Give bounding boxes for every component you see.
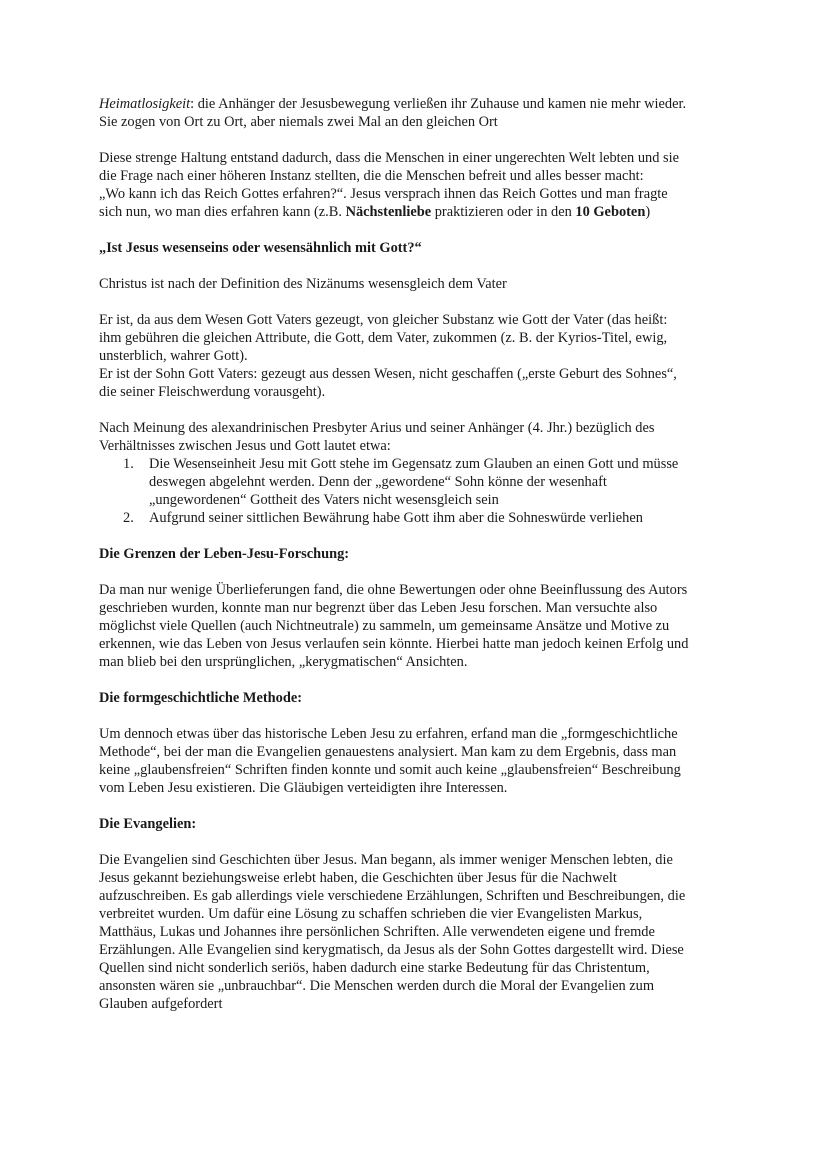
paragraph-haltung: [99, 149, 739, 221]
text-line: Quellen sind nicht sonderlich seriös, haben dadurch eine starke Bedeutung für das Christentum,: [99, 960, 650, 976]
text-line: Methode“, bei der man die Evangelien genauestens analysiert. Man kam zu dem Ergebnis, dass man: [99, 744, 677, 760]
text-line: verbreitet wurden. Um dafür eine Lösung zu schaffen schrieben die vier Evangelisten Markus,: [99, 906, 643, 922]
list-item: [99, 455, 739, 509]
text-line: die seiner Fleischwerdung vorausgeht).: [99, 384, 326, 400]
text-line: die Frage nach einer höheren Instanz stellten, die die Menschen befreit und alles besser macht:: [99, 168, 644, 184]
heading-wesenseins: „Ist Jesus wesenseins oder wesensähnlich mit Gott?“: [99, 240, 422, 256]
arius-list: [99, 455, 739, 527]
text-line: Verhältnisses zwischen Jesus und Gott lautet etwa:: [99, 438, 391, 454]
heading-evangelien: Die Evangelien:: [99, 816, 197, 832]
text-line: Heimatlosigkeit: die Anhänger der Jesusbewegung verließen ihr Zuhause und kamen nie mehr wieder.: [99, 96, 687, 112]
list-number: 2.: [123, 510, 134, 526]
italic-term: Heimatlosigkeit: [99, 96, 191, 112]
text-line: Er ist, da aus dem Wesen Gott Vaters gezeugt, von gleicher Substanz wie Gott der Vater (das heißt:: [99, 312, 668, 328]
heading-leben-jesu-forschung: Die Grenzen der Leben-Jesu-Forschung:: [99, 546, 350, 562]
text-line: aufzuschreiben. Es gab allerdings viele verschiedene Erzählungen, Schriften und Beschreibungen, die: [99, 888, 686, 904]
paragraph-methode: [99, 725, 739, 797]
text-line: „ungewordenen“ Gottheit des Vaters nicht wesensgleich sein: [149, 492, 499, 508]
text-line: keine „glaubensfreien“ Schriften finden konnte und somit auch keine „glaubensfreien“ Beschreibung: [99, 762, 681, 778]
text-line: Die Wesenseinheit Jesu mit Gott stehe im Gegensatz zum Glauben an einen Gott und müsse: [149, 456, 679, 472]
heading-formgeschichtliche-methode: Die formgeschichtliche Methode:: [99, 690, 303, 706]
text-line: Da man nur wenige Überlieferungen fand, die ohne Bewertungen oder ohne Beeinflussung des Autors: [99, 582, 688, 598]
paragraph-arius: [99, 419, 739, 455]
list-item: [99, 509, 739, 527]
text-line: Diese strenge Haltung entstand dadurch, dass die Menschen in einer ungerechten Welt lebten und sie: [99, 150, 680, 166]
text-line: möglichst viele Quellen (auch Nichtneutrale) zu sammeln, um gemeinsame Ansätze und Motive zu: [99, 618, 670, 634]
text-line: Die Evangelien sind Geschichten über Jesus. Man begann, als immer weniger Menschen lebten, die: [99, 852, 673, 868]
text-line: geschrieben wurden, konnte man nur begrenzt über das Leben Jesu forschen. Man versuchte also: [99, 600, 658, 616]
text-line: ansonsten wären sie „unbrauchbar“. Die Menschen werden durch die Moral der Evangelien zum: [99, 978, 655, 994]
text-line: deswegen abgelehnt werden. Denn der „gewordene“ Sohn könne der wesenhaft: [149, 474, 607, 490]
text-line: man blieb bei den ursprünglichen, „kerygmatischen“ Ansichten.: [99, 654, 468, 670]
text-line: Um dennoch etwas über das historische Leben Jesu zu erfahren, erfand man die „formgeschichtliche: [99, 726, 678, 742]
text-line: Sie zogen von Ort zu Ort, aber niemals zwei Mal an den gleichen Ort: [99, 114, 498, 130]
text-line: Erzählungen. Alle Evangelien sind kerygmatisch, da Jesus als der Sohn Gottes dargestellt wird. Diese: [99, 942, 684, 958]
text-line: unsterblich, wahrer Gott).: [99, 348, 248, 364]
paragraph-evangelien: [99, 851, 739, 1013]
text-line: erkennen, wie das Leben von Jesus verlaufen sein könnte. Hierbei hatte man jedoch keinen Erfolg und: [99, 636, 689, 652]
text-line: sich nun, wo man dies erfahren kann (z.B. Nächstenliebe praktizieren oder in den 10 Geboten): [99, 204, 651, 220]
list-number: 1.: [123, 456, 134, 472]
text-line: Matthäus, Lukas und Johannes ihre persönlichen Schriften. Alle verwendeten eigene und fremde: [99, 924, 655, 940]
paragraph-nizaenum: Christus ist nach der Definition des Nizänums wesensgleich dem Vater: [99, 276, 507, 292]
paragraph-forschung: [99, 581, 739, 671]
text-line: vom Leben Jesu existieren. Die Gläubigen verteidigten ihre Interessen.: [99, 780, 508, 796]
text-line: Er ist der Sohn Gott Vaters: gezeugt aus dessen Wesen, nicht geschaffen („erste Geburt des Sohnes“,: [99, 366, 677, 382]
paragraph-heimatlosigkeit: [99, 95, 739, 131]
text-line: Nach Meinung des alexandrinischen Presbyter Arius und seiner Anhänger (4. Jhr.) bezüglich des: [99, 420, 655, 436]
paragraph-substanz: [99, 311, 739, 401]
text-line: Jesus gekannt beziehungsweise erlebt haben, die Geschichten über Jesus für die Nachwelt: [99, 870, 617, 886]
text-line: ihm gebühren die gleichen Attribute, die Gott, dem Vater, zukommen (z. B. der Kyrios-Titel, ewig,: [99, 330, 668, 346]
text-line: Aufgrund seiner sittlichen Bewährung habe Gott ihm aber die Sohneswürde verliehen: [149, 510, 643, 526]
bold-10-gebote: 10 Geboten: [575, 204, 646, 220]
document-page: [99, 95, 739, 1013]
text-line: „Wo kann ich das Reich Gottes erfahren?“. Jesus versprach ihnen das Reich Gottes und man fragte: [99, 186, 668, 202]
text-line: Glauben aufgefordert: [99, 996, 223, 1012]
bold-naechstenliebe: Nächstenliebe: [345, 204, 432, 220]
